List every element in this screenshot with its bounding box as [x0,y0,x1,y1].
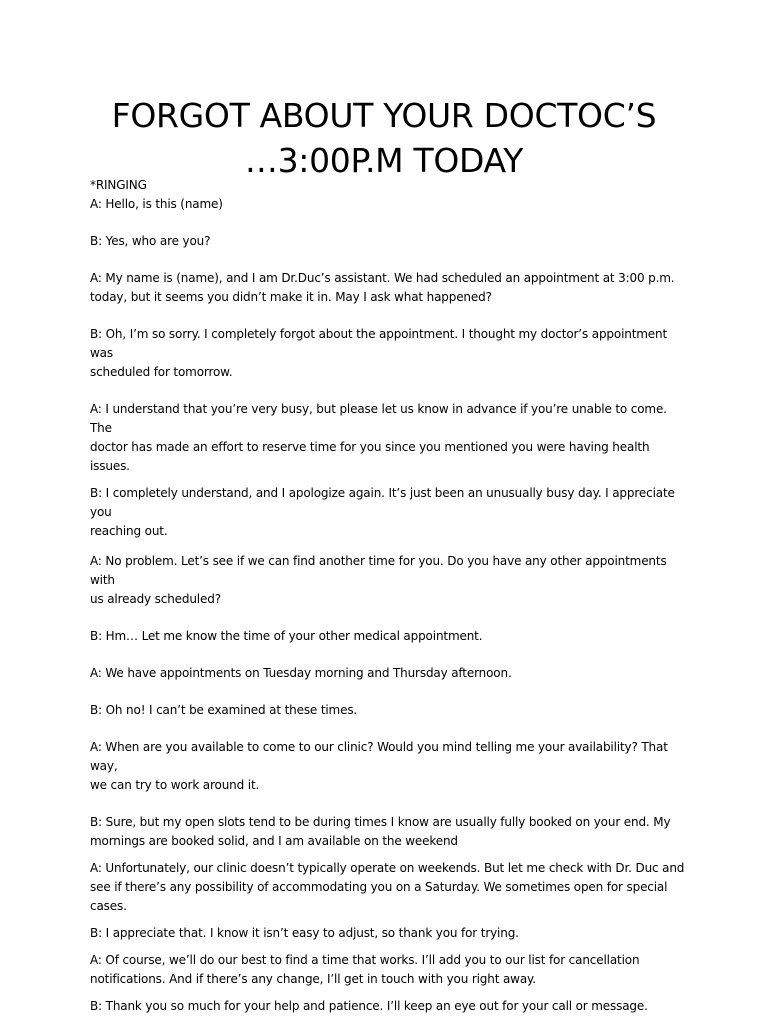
dialogue-body [90,176,690,1016]
dialogue-line: A: Unfortunately, our clinic doesn’t typically operate on weekends. But let me check with Dr. Duc and see if there’s any possibility of accommodating you on a Saturday. We sometimes open for special cases. [90,861,685,913]
dialogue-line: B: Yes, who are you? [90,234,211,248]
dialogue-line: A: We have appointments on Tuesday morning and Thursday afternoon. [90,666,512,680]
dialogue-line: B: Oh, I’m so sorry. I completely forgot about the appointment. I thought my doctor’s appointment was scheduled for tomorrow. [90,327,668,379]
dialogue-line: A: I understand that you’re very busy, but please let us know in advance if you’re unable to come. The doctor has made an effort to reserve time for you since you mentioned you were having health issues. [90,402,667,473]
dialogue-line: A: My name is (name), and I am Dr.Duc’s assistant. We had scheduled an appointment at 3:00 p.m. today, but it seems you didn’t make it in. May I ask what happened? [90,271,675,304]
dialogue-line: A: Hello, is this (name) [90,197,223,211]
dialogue-line: B: Oh no! I can’t be examined at these times. [90,703,358,717]
dialogue-line: B: I appreciate that. I know it isn’t easy to adjust, so thank you for trying. [90,926,519,940]
dialogue-line: B: Hm… Let me know the time of your other medical appointment. [90,629,483,643]
document-title [60,93,708,183]
dialogue-line: B: I completely understand, and I apologize again. It’s just been an unusually busy day. I appreciate you reaching out. [90,486,675,538]
dialogue-line: B: Thank you so much for your help and patience. I’ll keep an eye out for your call or message. [90,999,648,1013]
dialogue-line: B: Sure, but my open slots tend to be during times I know are usually fully booked on your end. My mornings are booked solid, and I am available on the weekend [90,815,671,848]
dialogue-line: A: Of course, we’ll do our best to find a time that works. I’ll add you to our list for cancellation notifications. And if there’s any change, I’ll get in touch with you right away. [90,953,640,986]
dialogue-line: A: When are you available to come to our clinic? Would you mind telling me your availability? That way, we can try to work around it. [90,740,668,792]
dialogue-line: A: No problem. Let’s see if we can find another time for you. Do you have any other appointments with us already scheduled? [90,554,667,606]
title-line-1: FORGOT ABOUT YOUR DOCTOC’S [111,96,657,135]
title-line-2: …3:00P.M TODAY [244,141,524,180]
stage-direction: *RINGING [90,178,147,192]
